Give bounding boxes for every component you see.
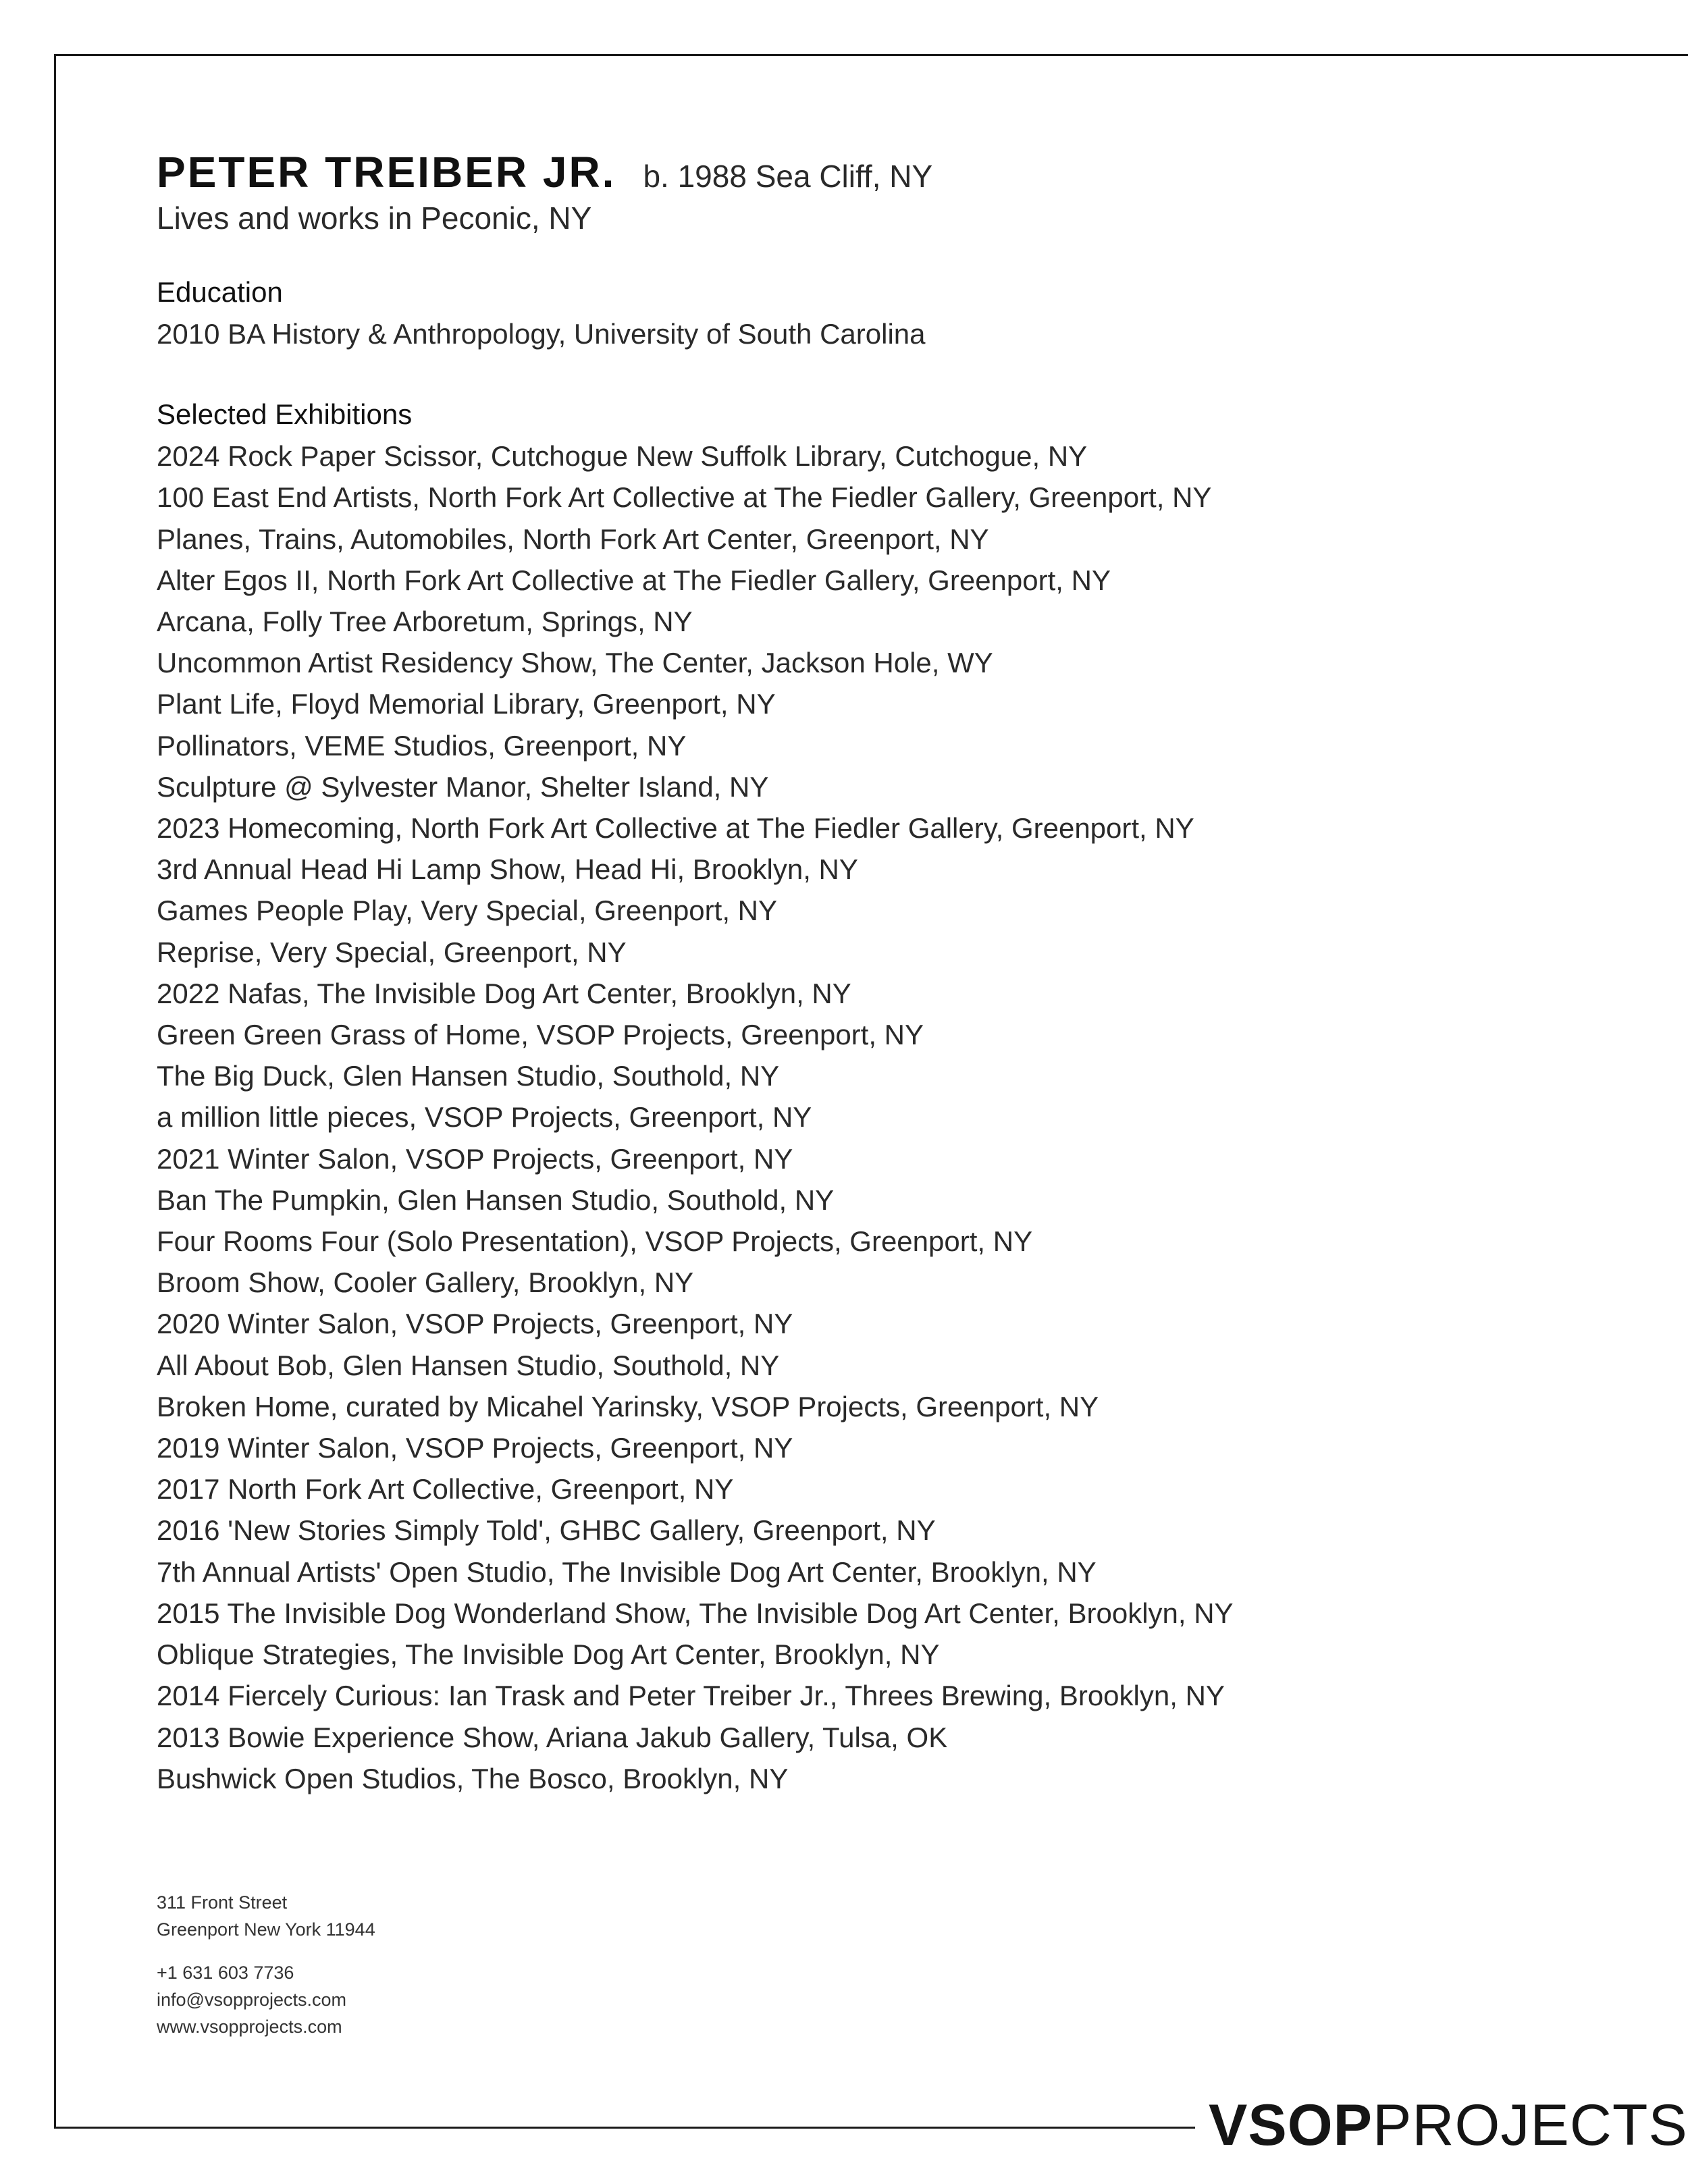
frame-top-rule bbox=[54, 54, 1688, 56]
exhibition-entry: Ban The Pumpkin, Glen Hansen Studio, Southold, NY bbox=[157, 1183, 835, 1216]
exhibition-entry: a million little pieces, VSOP Projects, Greenport, NY bbox=[157, 1101, 812, 1134]
exhibition-entry: 2024 Rock Paper Scissor, Cutchogue New Suffolk Library, Cutchogue, NY bbox=[157, 440, 1088, 473]
artist-birth-info: b. 1988 Sea Cliff, NY bbox=[643, 159, 933, 194]
exhibition-entry: 3rd Annual Head Hi Lamp Show, Head Hi, Brooklyn, NY bbox=[157, 853, 858, 886]
exhibition-entry: 7th Annual Artists' Open Studio, The Invisible Dog Art Center, Brooklyn, NY bbox=[157, 1555, 1097, 1588]
exhibition-entry: Pollinators, VEME Studios, Greenport, NY bbox=[157, 729, 687, 762]
education-entry: 2010 BA History & Anthropology, University of South Carolina bbox=[157, 318, 926, 350]
exhibition-entry: 2020 Winter Salon, VSOP Projects, Greenport, NY bbox=[157, 1308, 793, 1340]
exhibition-entry: Alter Egos II, North Fork Art Collective at The Fiedler Gallery, Greenport, NY bbox=[157, 564, 1111, 596]
exhibition-entry: Four Rooms Four (Solo Presentation), VSOP Projects, Greenport, NY bbox=[157, 1225, 1033, 1258]
exhibition-entry: Bushwick Open Studios, The Bosco, Brooklyn, NY bbox=[157, 1762, 789, 1794]
gallery-contact bbox=[157, 1889, 375, 2040]
exhibition-entry: 2013 Bowie Experience Show, Ariana Jakub Gallery, Tulsa, OK bbox=[157, 1721, 948, 1753]
contact-street: 311 Front Street bbox=[157, 1892, 288, 1913]
contact-website[interactable]: www.vsopprojects.com bbox=[157, 2017, 342, 2037]
exhibition-entry: Broken Home, curated by Micahel Yarinsky, VSOP Projects, Greenport, NY bbox=[157, 1390, 1099, 1422]
exhibition-entry: Planes, Trains, Automobiles, North Fork Art Center, Greenport, NY bbox=[157, 523, 989, 555]
frame-left-rule bbox=[54, 54, 56, 2127]
exhibition-entry: 100 East End Artists, North Fork Art Collective at The Fiedler Gallery, Greenport, NY bbox=[157, 481, 1212, 514]
exhibition-entry: Broom Show, Cooler Gallery, Brooklyn, NY bbox=[157, 1267, 694, 1299]
exhibition-entry: 2022 Nafas, The Invisible Dog Art Center, Brooklyn, NY bbox=[157, 977, 851, 1009]
exhibition-entry: 2019 Winter Salon, VSOP Projects, Greenport, NY bbox=[157, 1432, 793, 1464]
exhibition-entry: 2023 Homecoming, North Fork Art Collective at The Fiedler Gallery, Greenport, NY bbox=[157, 812, 1194, 845]
contact-city: Greenport New York 11944 bbox=[157, 1919, 375, 1940]
artist-header bbox=[157, 147, 1575, 197]
exhibitions-heading: Selected Exhibitions bbox=[157, 398, 413, 431]
exhibition-entry: 2016 'New Stories Simply Told', GHBC Gallery, Greenport, NY bbox=[157, 1514, 936, 1547]
exhibition-entry: 2015 The Invisible Dog Wonderland Show, The Invisible Dog Art Center, Brooklyn, NY bbox=[157, 1597, 1234, 1629]
exhibition-entry: 2017 North Fork Art Collective, Greenport, NY bbox=[157, 1473, 734, 1506]
frame-bottom-rule bbox=[54, 2127, 1195, 2129]
exhibition-entry: Oblique Strategies, The Invisible Dog Art Center, Brooklyn, NY bbox=[157, 1639, 940, 1671]
artist-name: PETER TREIBER JR. bbox=[157, 148, 616, 196]
artist-residence: Lives and works in Peconic, NY bbox=[157, 201, 592, 236]
exhibition-entry: All About Bob, Glen Hansen Studio, Southold, NY bbox=[157, 1349, 780, 1381]
exhibition-entry: 2014 Fiercely Curious: Ian Trask and Peter Treiber Jr., Threes Brewing, Brooklyn, NY bbox=[157, 1680, 1225, 1712]
exhibition-entry: The Big Duck, Glen Hansen Studio, Southold, NY bbox=[157, 1060, 780, 1092]
contact-spacer bbox=[157, 1943, 375, 1959]
contact-phone[interactable]: +1 631 603 7736 bbox=[157, 1963, 294, 1983]
exhibition-entry: Reprise, Very Special, Greenport, NY bbox=[157, 936, 627, 968]
logo-light-part: PROJECTS bbox=[1372, 2093, 1688, 2158]
logo-bold-part: VSOP bbox=[1209, 2093, 1373, 2158]
exhibition-entry: Sculpture @ Sylvester Manor, Shelter Island, NY bbox=[157, 770, 769, 803]
education-heading: Education bbox=[157, 276, 283, 308]
exhibition-entry: 2021 Winter Salon, VSOP Projects, Greenport, NY bbox=[157, 1142, 793, 1175]
cv-content bbox=[157, 147, 1575, 1799]
exhibition-entry: Green Green Grass of Home, VSOP Projects, Greenport, NY bbox=[157, 1019, 924, 1051]
exhibition-entry: Uncommon Artist Residency Show, The Center, Jackson Hole, WY bbox=[157, 647, 993, 679]
vsop-projects-logo bbox=[1209, 2092, 1688, 2159]
exhibition-list bbox=[157, 435, 1575, 1799]
exhibition-entry: Arcana, Folly Tree Arboretum, Springs, NY bbox=[157, 606, 693, 638]
exhibition-entry: Games People Play, Very Special, Greenport, NY bbox=[157, 895, 777, 927]
contact-email[interactable]: info@vsopprojects.com bbox=[157, 1990, 347, 2010]
exhibition-entry: Plant Life, Floyd Memorial Library, Greenport, NY bbox=[157, 688, 776, 720]
